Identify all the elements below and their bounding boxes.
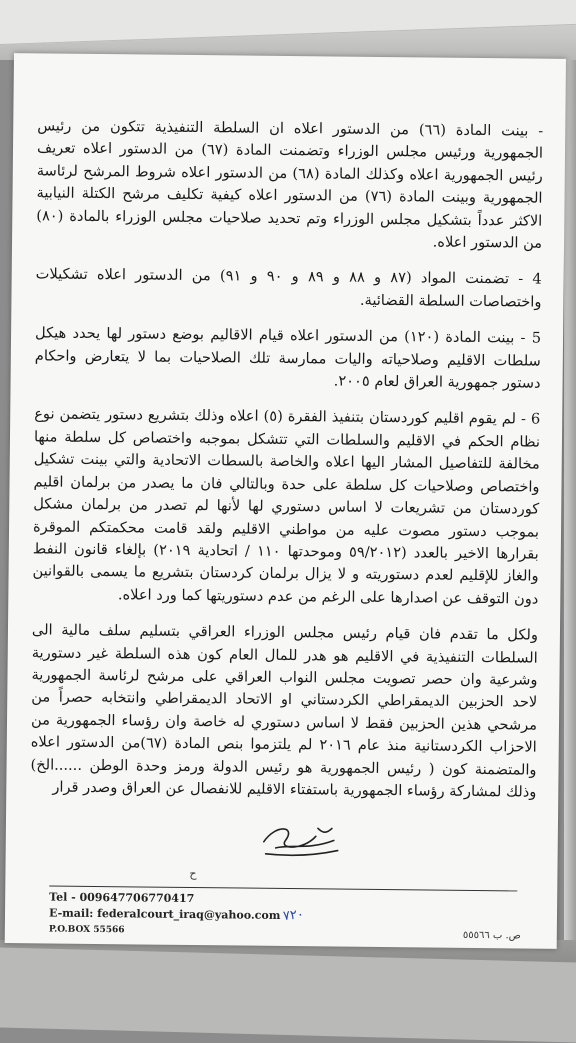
document-body bbox=[30, 115, 543, 818]
footer-contact bbox=[49, 890, 281, 940]
paragraph-5: 5 - بينت المادة (١٢٠) من الدستور اعلاه قيام الاقاليم بوضع دستور لها يحدد هيكل سلطات الاقليم وصلاحياته واليات ممارسة تلك الصلاحيات بما لا يتعارض واحكام دستور جمهورية العراق لعام ٢٠٠٥. bbox=[34, 324, 542, 392]
footer-arabic-pobox: ص. ب ٥٥٥٦٦ bbox=[462, 929, 521, 942]
paragraph-4: 4 - تضمنت المواد (٨٧ و ٨٨ و ٨٩ و ٩٠ و ٩١) من الدستور اعلاه تشكيلات واختصاصات السلطة القضائية. bbox=[35, 265, 542, 311]
signature bbox=[256, 814, 347, 865]
background-paper-bottom bbox=[0, 947, 576, 1042]
paragraph-3: - بينت المادة (٦٦) من الدستور اعلاه ان السلطة التنفيذية تتكون من رئيس الجمهورية ورئيس مجلس الوزراء وتضمنت المادة (٦٧) من الدستور اعلاه تعريف رئيس الجمهورية اعلاه وكذلك المادة (٦٨) من الدستور اعلاه شروط المرشح لرئاسة الجمهورية وبينت المادة (٧٦) من الدستور اعلاه كيفية تكليف مرشح الكتلة النيابية الاكثر عدداً بتشكيل مجلس الوزراء وتم تحديد صلاحيات مجلس الوزراء بالمادة (٨٠) من الدستور اعلاه. bbox=[36, 117, 544, 252]
paragraph-conclusion: ولكل ما تقدم فان قيام رئيس مجلس الوزراء العراقي بتسليم سلف مالية الى السلطات التنفيذية في الاقليم هو هدر للمال العام كون هذه السلطة غير دستورية وشرعية وان حصر تصويت مجلس النواب العراقي على مرشح لرئاسة الجمهورية لاحد الحزبين الديمقراطي الكردستاني او الاتحاد الديمقراطي وانتخابه حصراً من مرشحي هذين الحزبين فقط لا اساس دستوري له خاصة وان رؤساء الجمهورية من الاحزاب الكردستانية منذ عام ٢٠١٦ لم يلتزموا بنص المادة (٦٧)من الدستور اعلاه والمتضمنة كون ( رئيس الجمهورية هو رئيس الدولة ورمز وحدة الوطن ......الخ) وذلك لمشاركة رؤساء الجمهورية باستفتاء الاقليم للانفصال عن العراق وصدر قرار bbox=[30, 621, 539, 801]
paragraph-6: 6 - لم يقوم اقليم كوردستان بتنفيذ الفقرة (٥) اعلاه وذلك بتشريع دستور يتضمن نوع نظام الحكم في الاقليم والسلطات التي تتشكل بموجبه واختصاص كل سلطة منها مخالفة للتفاصيل المشار اليها اعلاه والخاصة بالسطات الاتحادية والتي بينت تشكيل واختصاص وصلاحيات كل سلطة على حدة وبالتالي فان ما يصدر من برلمان اقليم كوردستان من تشريعات لا اساس دستوري لها لأنها لم تصدر من برلمان مشكل بموجب دستور مصوت عليه من مواطني الاقليم ولقد قامت محكمتكم الموقرة بقرارها الاخير بالعدد (٥٩/٢٠١٢ وموحدتها ١١٠ / اتحادية ٢٠١٩) بإلغاء قانون النفط والغاز للإقليم لعدم دستوريته و لا يزال برلمان كردستان بتشريع ما يسمى بالقوانين دون التوقف عن اصدارها على الرغم من عدم دستوريتها كما ورد اعلاه. bbox=[32, 405, 541, 608]
footer-pobox: P.O.BOX 55566 bbox=[48, 924, 125, 936]
document-page bbox=[5, 53, 566, 949]
handwritten-mark: ح bbox=[189, 866, 197, 881]
background-right-edge bbox=[564, 60, 576, 940]
footer-telephone: Tel - 009647706770417 bbox=[49, 890, 195, 906]
footer-email: E-mail: federalcourt_iraq@yahoo.com bbox=[48, 906, 281, 922]
ink-stamp: ٧٢٠ bbox=[282, 907, 305, 925]
